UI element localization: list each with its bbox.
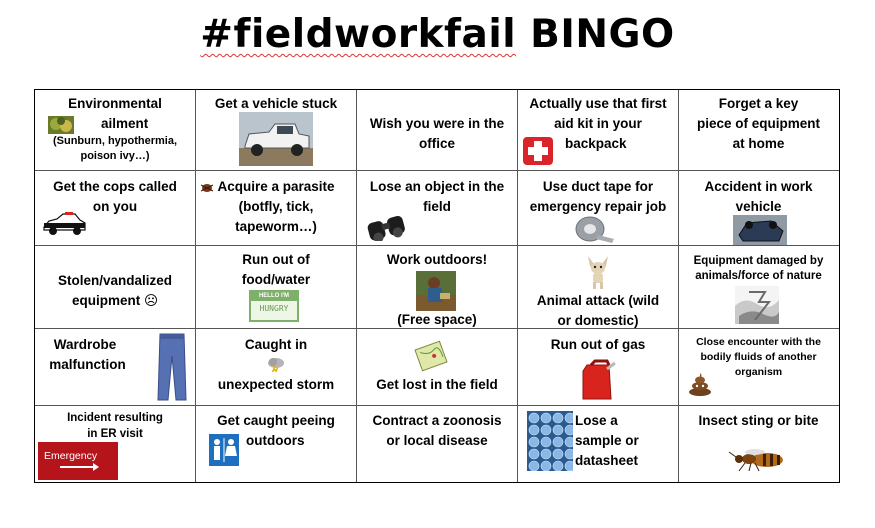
bingo-cell-stolen-equipment[interactable] (35, 246, 196, 329)
bingo-cell-parasite[interactable] (196, 171, 357, 246)
bingo-cell-zoonosis[interactable] (357, 406, 518, 482)
cell-text-line: Contract a zoonosis (372, 413, 502, 428)
cell-text-line: Lose an object in the (369, 179, 505, 194)
cell-text-line: Stolen/vandalized (57, 273, 173, 288)
cell-text-line: Wish you were in the (369, 116, 505, 131)
restroom-sign-icon (209, 434, 239, 471)
cell-text-line: Actually use that first (529, 96, 667, 111)
cell-text-line: field (423, 199, 451, 214)
cell-text-line: Close encounter with the (696, 336, 821, 348)
binoculars-icon (364, 213, 410, 246)
cell-text-line: emergency repair job (529, 199, 667, 214)
bingo-cell-er-visit[interactable] (35, 406, 196, 482)
police-car-icon (41, 211, 87, 242)
first-aid-cross-icon (522, 136, 554, 171)
cell-text-line: Incident resulting (67, 412, 163, 424)
cell-text-line: or domestic) (557, 313, 639, 328)
cell-text-line: backpack (565, 136, 627, 151)
jeans-icon (157, 332, 187, 406)
cell-text-line: Acquire a parasite (217, 179, 335, 194)
bingo-cell-get-lost[interactable] (357, 329, 518, 406)
bingo-cell-bodily-fluids[interactable] (679, 329, 839, 406)
bingo-cell-equipment-damaged[interactable] (679, 246, 839, 329)
cell-text-line: (Free space) (397, 312, 477, 327)
crashed-car-icon (733, 215, 787, 246)
cell-text-line: at home (732, 136, 785, 151)
bingo-cell-out-of-gas[interactable] (518, 329, 679, 406)
emergency-sign-icon: Emergency (38, 442, 118, 480)
cell-text-line: Environmental (68, 96, 162, 111)
cell-text-line: organism (734, 366, 783, 378)
cell-text-line: Run out of gas (550, 337, 646, 352)
bingo-cell-environmental-ailment[interactable] (35, 90, 196, 171)
cell-text-line: outdoors (246, 433, 305, 448)
cell-text-line: piece of equipment (696, 116, 821, 131)
cell-text-line: equipment ☹ (71, 293, 159, 308)
storm-cloud-icon (266, 356, 286, 377)
cell-text-line: malfunction (49, 357, 126, 372)
bingo-cell-duct-tape[interactable] (518, 171, 679, 246)
cell-text-line: aid kit in your (554, 116, 642, 131)
cell-text-line: Get a vehicle stuck (214, 96, 338, 111)
cell-text-line: Forget a key (718, 96, 799, 111)
cell-text-line: office (418, 136, 455, 151)
cell-text-line: Lose a (575, 413, 618, 428)
cell-text-line: Use duct tape for (542, 179, 654, 194)
gas-can-icon (581, 359, 617, 406)
map-icon (414, 339, 448, 378)
cell-text-line: tapeworm…) (235, 219, 317, 234)
bingo-cell-lose-sample[interactable] (518, 406, 679, 482)
bingo-cell-peeing-outdoors[interactable] (196, 406, 357, 482)
cell-text-line: Animal attack (wild (536, 293, 660, 308)
cell-text-line: (Sunburn, hypothermia, (52, 135, 178, 147)
page-title: #fieldworkfail BINGO (200, 12, 675, 57)
cell-text-line: ailment (101, 116, 149, 131)
sample-vials-icon (527, 411, 573, 476)
cell-text-line: Run out of (242, 252, 310, 267)
cell-text-line: food/water (241, 272, 311, 287)
bingo-cell-cops-called[interactable] (35, 171, 196, 246)
cell-text-line: datasheet (575, 453, 639, 468)
bingo-cell-lose-object[interactable] (357, 171, 518, 246)
bingo-grid (34, 89, 840, 483)
cell-text-line: Insect sting or bite (698, 413, 819, 428)
cell-text-line: Get caught peeing (217, 413, 335, 428)
pickup-truck-icon (239, 112, 313, 171)
cell-text-line: Wardrobe (53, 337, 117, 352)
bingo-cell-wardrobe[interactable] (35, 329, 196, 406)
cell-text-line: on you (92, 199, 138, 214)
cell-text-line: Work outdoors! (386, 252, 488, 267)
bingo-cell-run-out-food[interactable] (196, 246, 357, 329)
cell-text-line: poison ivy…) (80, 150, 150, 162)
bingo-cell-free-space[interactable] (357, 246, 518, 329)
cell-text-line: (botfly, tick, (238, 199, 314, 214)
cell-text-line: bodily fluids of another (700, 351, 817, 363)
cell-text-line: or local disease (386, 433, 488, 448)
bingo-cell-storm[interactable] (196, 329, 357, 406)
cell-text-line: Get the cops called (53, 179, 177, 194)
cell-text-line: unexpected storm (217, 377, 335, 392)
hungry-name-tag-icon: HELLO I'M HUNGRY (249, 290, 299, 322)
cell-text-line: sample or (575, 433, 639, 448)
bingo-cell-wish-office[interactable] (357, 90, 518, 171)
bingo-cell-insect-sting[interactable] (679, 406, 839, 482)
cell-text-line: Equipment damaged by (693, 255, 824, 267)
poop-icon (687, 371, 713, 402)
storm-map-icon (735, 286, 779, 329)
chihuahua-dog-icon (582, 252, 614, 295)
duct-tape-icon (574, 215, 614, 246)
bingo-cell-vehicle-stuck[interactable] (196, 90, 357, 171)
cell-text-line: Get lost in the field (376, 377, 498, 392)
cell-text-line: Caught in (244, 337, 308, 352)
bingo-cell-forget-equipment[interactable] (679, 90, 839, 171)
bingo-cell-vehicle-accident[interactable] (679, 171, 839, 246)
cell-text-line: animals/force of nature (695, 270, 822, 282)
cell-text-line: vehicle (735, 199, 782, 214)
bingo-cell-first-aid-kit[interactable] (518, 90, 679, 171)
wasp-icon (727, 444, 789, 477)
cell-text-line: in ER visit (87, 428, 143, 440)
bingo-cell-animal-attack[interactable] (518, 246, 679, 329)
cell-text-line: Accident in work (704, 179, 813, 194)
